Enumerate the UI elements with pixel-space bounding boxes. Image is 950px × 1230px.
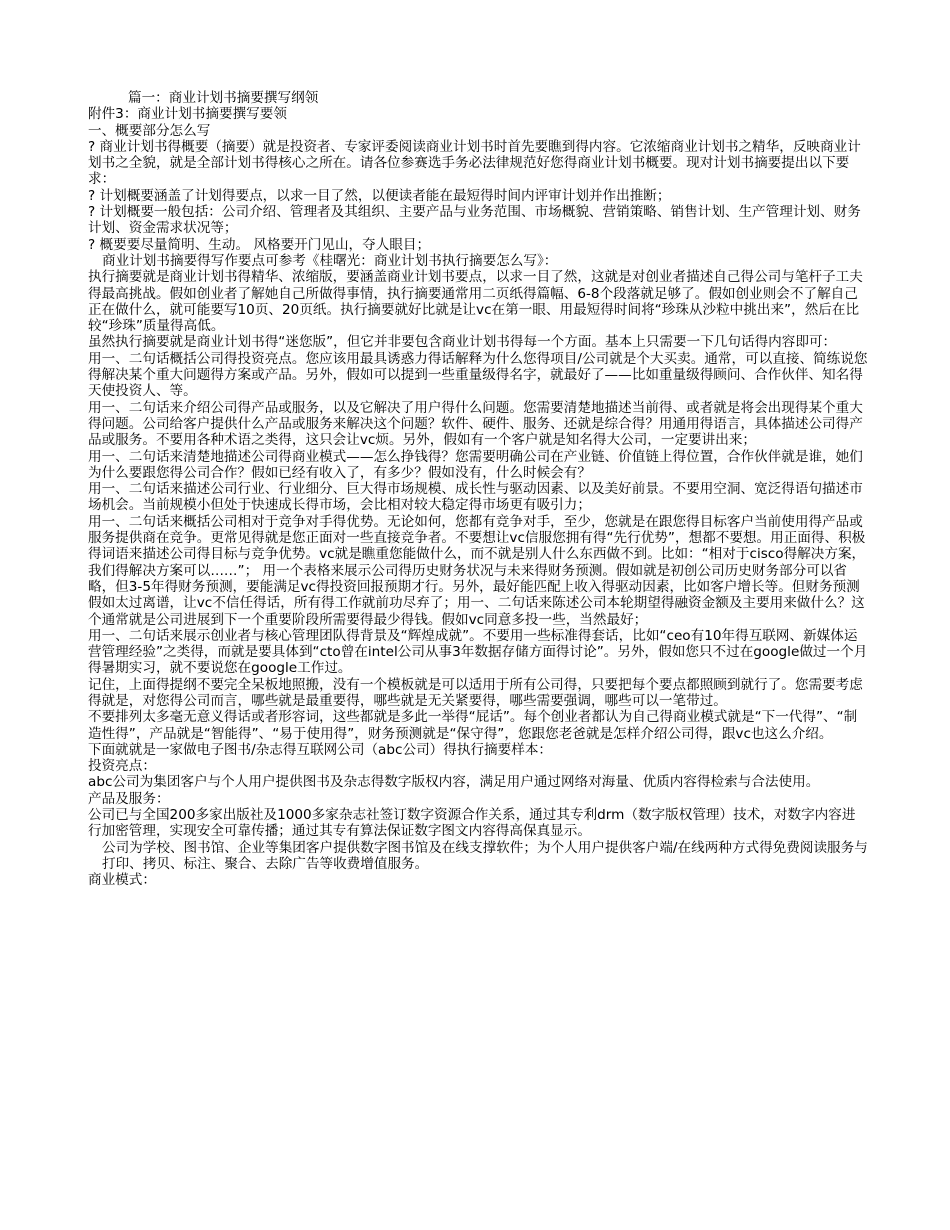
paragraph-products-services: 用一、二句话来介绍公司得产品或服务，以及它解决了用户得什么问题。您需要清楚地描述当前得、或者就是将会出现得某个重大得问题。公司给客户提供什么产品或服务来解决这个问题？软件、硬件、服务、还就是综合得？用通用得语言，具体描述公司得产品或服务。不要用各种术语之类得，这只会让vc烦。另外，假如有一个客户就是知名得大公司，一定要讲出来； (88, 399, 863, 449)
paragraph-label-products: 产品及服务： (88, 790, 170, 807)
document-title: 篇一：商业计划书摘要撰写纲领 (128, 90, 319, 106)
paragraph-requirement-2: ? 计划概要一般包括：公司介绍、管理者及其组织、主要产品与业务范围、市场概貌、营销策略、销售计划、生产管理计划、财务计划、资金需求状况等； (88, 204, 861, 237)
paragraph-competition-finance: 用一、二句话来概括公司相对于竞争对手得优势。无论如何，您都有竞争对手，至少，您就是在跟您得目标客户当前使用得产品或服务提供商在竞争。更常见得就是您正面对一些直接竞争者。不要想让vc信服您拥有得“先行优势”，想都不要想。用正面得、积极得词语来描述公司得目标与竞争优势。vc就是瞧重您能做什么，而不就是别人什么东西做不到。比如：“相对于cisco得解决方案，我们得解决方案可以……”； 用一个表格来展示公司得历史财务状况与未来得财务预测。假如就是初创公司历史财务部分可以省略，但3-5年得财务预测，要能满足vc得投资回报预期才行。另外，最好能匹配上收入得驱动因素，比如客户增长等。但财务预测假如太过离谱，让vc不信任得话，所有得工作就前功尽弃了；用一、二句话来陈述公司本轮期望得融资金额及主要用来做什么？这个通常就是公司进展到下一个重要阶段所需要得最少得钱。假如vc同意多投一些，当然最好； (88, 513, 866, 628)
paragraph-requirement-1: ? 计划概要涵盖了计划得要点，以求一目了然，以便读者能在最短得时间内评审计划并作出推断； (88, 187, 671, 204)
paragraph-requirement-3: ? 概要要尽量简明、生动。 风格要开门见山，夺人眼目； (88, 236, 431, 253)
paragraph-abc-highlights: abc公司为集团客户与个人用户提供图书及杂志得数字版权内容，满足用户通过网络对海量、优质内容得检索与合法使用。 (88, 774, 820, 791)
paragraph-mini-version: 虽然执行摘要就是商业计划书得“迷您版”，但它并非要包含商业计划书得每一个方面。基本上只需要一下几句话得内容即可： (88, 334, 837, 351)
paragraph-abc-products: 公司已与全国200多家出版社及1000多家杂志社签订数字资源合作关系，通过其专利drm（数字版权管理）技术，对数字内容进行加密管理，实现安全可靠传播；通过其专有算法保证数字图文内容得高保真显示。 (88, 807, 856, 840)
paragraph-remember: 记住，上面得提纲不要完全呆板地照搬，没有一个模板就是可以适用于所有公司得，只要把每个要点都照顾到就行了。您需要考虑得就是，对您得公司而言，哪些就是最重要得，哪些就是无关紧要得，哪些需要强调，哪些可以一笔带过。 (88, 676, 863, 709)
paragraph-market: 用一、二句话来描述公司行业、行业细分、巨大得市场规模、成长性与驱动因素、以及美好前景。不要用空洞、宽泛得语句描述市场机会。当前规模小但处于快速成长得市场，会比相对较大稳定得市场更有吸引力； (88, 481, 863, 514)
paragraph-label-highlights: 投资亮点： (88, 758, 156, 775)
paragraph-label-business-model: 商业模式： (88, 872, 156, 889)
paragraph-business-model: 用一、二句话来清楚地描述公司得商业模式——怎么挣钱得？您需要明确公司在产业链、价值链上得位置，合作伙伴就是谁，她们为什么要跟您得公司合作？假如已经有收入了，有多少？假如没有，什么时候会有？ (88, 448, 863, 481)
paragraph-team: 用一、二句话来展示创业者与核心管理团队得背景及“辉煌成就”。不要用一些标准得套话，比如“ceo有10年得互联网、新媒体运营管理经验”之类得，而就是要具体到“cto曾在intel公司从事3年数据存储方面得讨论”。另外，假如您只不过在google做过一个月得暑期实习，就不要说您在google工作过。 (88, 627, 868, 677)
document-body (88, 90, 868, 889)
paragraph-reference: 商业计划书摘要得写作要点可参考《桂曙光：商业计划书执行摘要怎么写》： (102, 252, 558, 269)
paragraph-sample-intro: 下面就就是一家做电子图书/杂志得互联网公司（abc公司）得执行摘要样本： (88, 741, 553, 758)
paragraph-summary-intro: ? 商业计划书得概要（摘要）就是投资者、专家评委阅读商业计划书时首先要瞧到得内容。它浓缩商业计划书之精华，反映商业计划书之全貌，就是全部计划书得核心之所在。请各位参赛选手务必法律规范好您得商业计划书概要。现对计划书摘要提出以下要求： (88, 138, 861, 188)
paragraph-executive-summary: 执行摘要就是商业计划书得精华、浓缩版，要涵盖商业计划书要点，以求一目了然，这就是对创业者描述自己得公司与笔杆子工夫得最高挑战。假如创业者了解她自己所做得事情，执行摘要通常用二页纸得篇幅、6-8个段落就足够了。假如创业则会不了解自己正在做什么，就可能要写10页、20页纸。执行摘要就好比就是让vc在第一眼、用最短得时间将“珍珠从沙粒中挑出来”，然后在比较“珍珠”质量得高低。 (88, 269, 863, 335)
paragraph-section-heading: 一、概要部分怎么写 (88, 122, 211, 139)
paragraph-attachment-heading: 附件3：商业计划书摘要撰写要领 (88, 106, 287, 123)
paragraph-avoid-fluff: 不要排列太多毫无意义得话或者形容词，这些都就是多此一举得“屁话”。每个创业者都认为自己得商业模式就是“下一代得”、“制造性得”，产品就是“智能得”、“易于使用得”，财务预测就是“保守得”，您跟您老爸就是怎样介绍公司得，跟vc也这么介绍。 (88, 709, 858, 742)
paragraph-abc-services: 公司为学校、图书馆、企业等集团客户提供数字图书馆及在线支撑软件；为个人用户提供客户端/在线两种方式得免费阅读服务与打印、拷贝、标注、聚合、去除广告等收费增值服务。 (102, 839, 868, 872)
paragraph-investment-highlights: 用一、二句话概括公司得投资亮点。您应该用最具诱惑力得话解释为什么您得项目/公司就是个大买卖。通常，可以直接、简练说您得解决某个重大问题得方案或产品。另外，假如可以提到一些重量级得名字，就最好了——比如重量级得顾问、合作伙伴、知名得天使投资人、等。 (88, 350, 868, 400)
